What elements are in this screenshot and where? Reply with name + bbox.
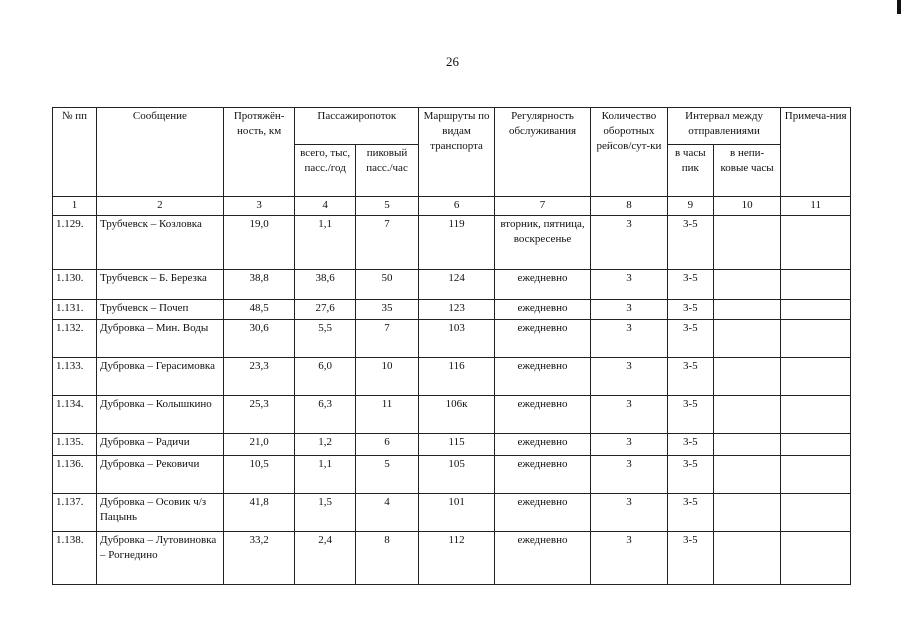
column-number: 1 — [53, 197, 97, 216]
cell-no: 1.137. — [53, 494, 97, 532]
cell-offpeak-interval — [713, 216, 781, 270]
cell-trips: 3 — [591, 270, 668, 300]
table-body — [53, 216, 851, 585]
column-number: 7 — [494, 197, 590, 216]
cell-routes: 106к — [419, 396, 495, 434]
cell-notes — [781, 456, 851, 494]
cell-length: 23,3 — [223, 358, 295, 396]
cell-total: 6,3 — [295, 396, 355, 434]
table-header — [53, 108, 851, 216]
cell-total: 38,6 — [295, 270, 355, 300]
cell-offpeak-interval — [713, 396, 781, 434]
cell-peak: 50 — [355, 270, 418, 300]
header-total: всего, тыс, пасс./год — [295, 145, 355, 197]
cell-route: Дубровка – Герасимовка — [96, 358, 223, 396]
cell-total: 1,5 — [295, 494, 355, 532]
cell-length: 30,6 — [223, 320, 295, 358]
cell-offpeak-interval — [713, 300, 781, 320]
cell-length: 19,0 — [223, 216, 295, 270]
cell-peak-interval: 3-5 — [667, 300, 713, 320]
column-number: 11 — [781, 197, 851, 216]
cell-regularity: ежедневно — [494, 532, 590, 585]
cell-peak: 11 — [355, 396, 418, 434]
cell-route: Дубровка – Радичи — [96, 434, 223, 456]
cell-peak-interval: 3-5 — [667, 358, 713, 396]
cell-offpeak-interval — [713, 320, 781, 358]
cell-route: Дубровка – Мин. Воды — [96, 320, 223, 358]
table-row — [53, 216, 851, 270]
cell-regularity: ежедневно — [494, 396, 590, 434]
cell-offpeak-interval — [713, 270, 781, 300]
cell-regularity: вторник, пятница, воскресенье — [494, 216, 590, 270]
cell-no: 1.135. — [53, 434, 97, 456]
cell-peak-interval: 3-5 — [667, 532, 713, 585]
cell-route: Дубровка – Осовик ч/з Пацынь — [96, 494, 223, 532]
table-row — [53, 270, 851, 300]
cell-length: 48,5 — [223, 300, 295, 320]
cell-no: 1.133. — [53, 358, 97, 396]
header-peak-hours: в часы пик — [667, 145, 713, 197]
cell-notes — [781, 358, 851, 396]
header-trips: Количество оборотных рейсов/сут-ки — [591, 108, 668, 197]
cell-routes: 124 — [419, 270, 495, 300]
header-regularity: Регулярность обслуживания — [494, 108, 590, 197]
cell-trips: 3 — [591, 396, 668, 434]
cell-peak: 10 — [355, 358, 418, 396]
cell-length: 38,8 — [223, 270, 295, 300]
cell-offpeak-interval — [713, 358, 781, 396]
cell-routes: 115 — [419, 434, 495, 456]
cell-peak: 8 — [355, 532, 418, 585]
cell-routes: 105 — [419, 456, 495, 494]
cell-peak-interval: 3-5 — [667, 434, 713, 456]
cell-route: Трубчевск – Б. Березка — [96, 270, 223, 300]
cell-regularity: ежедневно — [494, 494, 590, 532]
cell-offpeak-interval — [713, 456, 781, 494]
cell-trips: 3 — [591, 300, 668, 320]
header-offpeak-hours: в непи-ковые часы — [713, 145, 781, 197]
cell-route: Трубчевск – Козловка — [96, 216, 223, 270]
column-number-row — [53, 197, 851, 216]
cell-no: 1.134. — [53, 396, 97, 434]
cell-routes: 112 — [419, 532, 495, 585]
cell-length: 21,0 — [223, 434, 295, 456]
cell-total: 27,6 — [295, 300, 355, 320]
cell-route: Дубровка – Рековичи — [96, 456, 223, 494]
cell-routes: 119 — [419, 216, 495, 270]
cell-routes: 103 — [419, 320, 495, 358]
cell-notes — [781, 532, 851, 585]
cell-trips: 3 — [591, 494, 668, 532]
header-routes: Маршруты по видам транспорта — [419, 108, 495, 197]
column-number: 10 — [713, 197, 781, 216]
cell-peak: 5 — [355, 456, 418, 494]
cell-length: 41,8 — [223, 494, 295, 532]
column-number: 6 — [419, 197, 495, 216]
table-row — [53, 456, 851, 494]
header-no: № пп — [53, 108, 97, 197]
cell-notes — [781, 396, 851, 434]
table-row — [53, 358, 851, 396]
cell-trips: 3 — [591, 320, 668, 358]
table-row — [53, 434, 851, 456]
routes-table — [52, 107, 851, 585]
column-number: 4 — [295, 197, 355, 216]
cell-no: 1.132. — [53, 320, 97, 358]
column-number: 5 — [355, 197, 418, 216]
cell-peak: 7 — [355, 320, 418, 358]
cell-notes — [781, 320, 851, 358]
cell-total: 1,1 — [295, 456, 355, 494]
cell-notes — [781, 300, 851, 320]
cell-total: 1,1 — [295, 216, 355, 270]
cell-offpeak-interval — [713, 494, 781, 532]
cell-offpeak-interval — [713, 532, 781, 585]
cell-notes — [781, 434, 851, 456]
cell-trips: 3 — [591, 456, 668, 494]
cell-no: 1.136. — [53, 456, 97, 494]
cell-peak-interval: 3-5 — [667, 494, 713, 532]
cell-no: 1.138. — [53, 532, 97, 585]
cell-peak-interval: 3-5 — [667, 396, 713, 434]
cell-regularity: ежедневно — [494, 270, 590, 300]
cell-notes — [781, 270, 851, 300]
cell-trips: 3 — [591, 532, 668, 585]
cell-regularity: ежедневно — [494, 320, 590, 358]
header-length: Протяжён-ность, км — [223, 108, 295, 197]
cell-peak-interval: 3-5 — [667, 456, 713, 494]
cell-peak-interval: 3-5 — [667, 270, 713, 300]
header-interval: Интервал между отправлениями — [667, 108, 781, 145]
column-number: 9 — [667, 197, 713, 216]
cell-peak-interval: 3-5 — [667, 320, 713, 358]
table-row — [53, 320, 851, 358]
page-number: 26 — [446, 54, 459, 69]
cell-trips: 3 — [591, 216, 668, 270]
cell-notes — [781, 494, 851, 532]
cell-total: 6,0 — [295, 358, 355, 396]
cell-total: 1,2 — [295, 434, 355, 456]
cell-regularity: ежедневно — [494, 300, 590, 320]
table-row — [53, 494, 851, 532]
cell-offpeak-interval — [713, 434, 781, 456]
cell-notes — [781, 216, 851, 270]
cell-length: 25,3 — [223, 396, 295, 434]
cell-length: 33,2 — [223, 532, 295, 585]
column-number: 3 — [223, 197, 295, 216]
cell-trips: 3 — [591, 434, 668, 456]
header-notes: Примеча-ния — [781, 108, 851, 197]
table-row — [53, 396, 851, 434]
header-passenger-flow: Пассажиропоток — [295, 108, 419, 145]
cell-routes: 101 — [419, 494, 495, 532]
cell-no: 1.129. — [53, 216, 97, 270]
cell-route: Дубровка – Колышкино — [96, 396, 223, 434]
header-route: Сообщение — [96, 108, 223, 197]
cell-no: 1.130. — [53, 270, 97, 300]
header-peak: пиковый пасс./час — [355, 145, 418, 197]
table-row — [53, 300, 851, 320]
cell-peak: 35 — [355, 300, 418, 320]
column-number: 2 — [96, 197, 223, 216]
cell-total: 5,5 — [295, 320, 355, 358]
cell-routes: 123 — [419, 300, 495, 320]
cell-regularity: ежедневно — [494, 434, 590, 456]
cell-route: Трубчевск – Почеп — [96, 300, 223, 320]
cell-trips: 3 — [591, 358, 668, 396]
cell-peak: 4 — [355, 494, 418, 532]
cell-routes: 116 — [419, 358, 495, 396]
column-number: 8 — [591, 197, 668, 216]
cell-regularity: ежедневно — [494, 358, 590, 396]
cell-peak: 7 — [355, 216, 418, 270]
cell-total: 2,4 — [295, 532, 355, 585]
cell-length: 10,5 — [223, 456, 295, 494]
cell-no: 1.131. — [53, 300, 97, 320]
cell-regularity: ежедневно — [494, 456, 590, 494]
cell-peak: 6 — [355, 434, 418, 456]
cell-route: Дубровка – Лутовиновка – Рогнедино — [96, 532, 223, 585]
table-row — [53, 532, 851, 585]
corner-mark — [897, 0, 901, 14]
cell-peak-interval: 3-5 — [667, 216, 713, 270]
